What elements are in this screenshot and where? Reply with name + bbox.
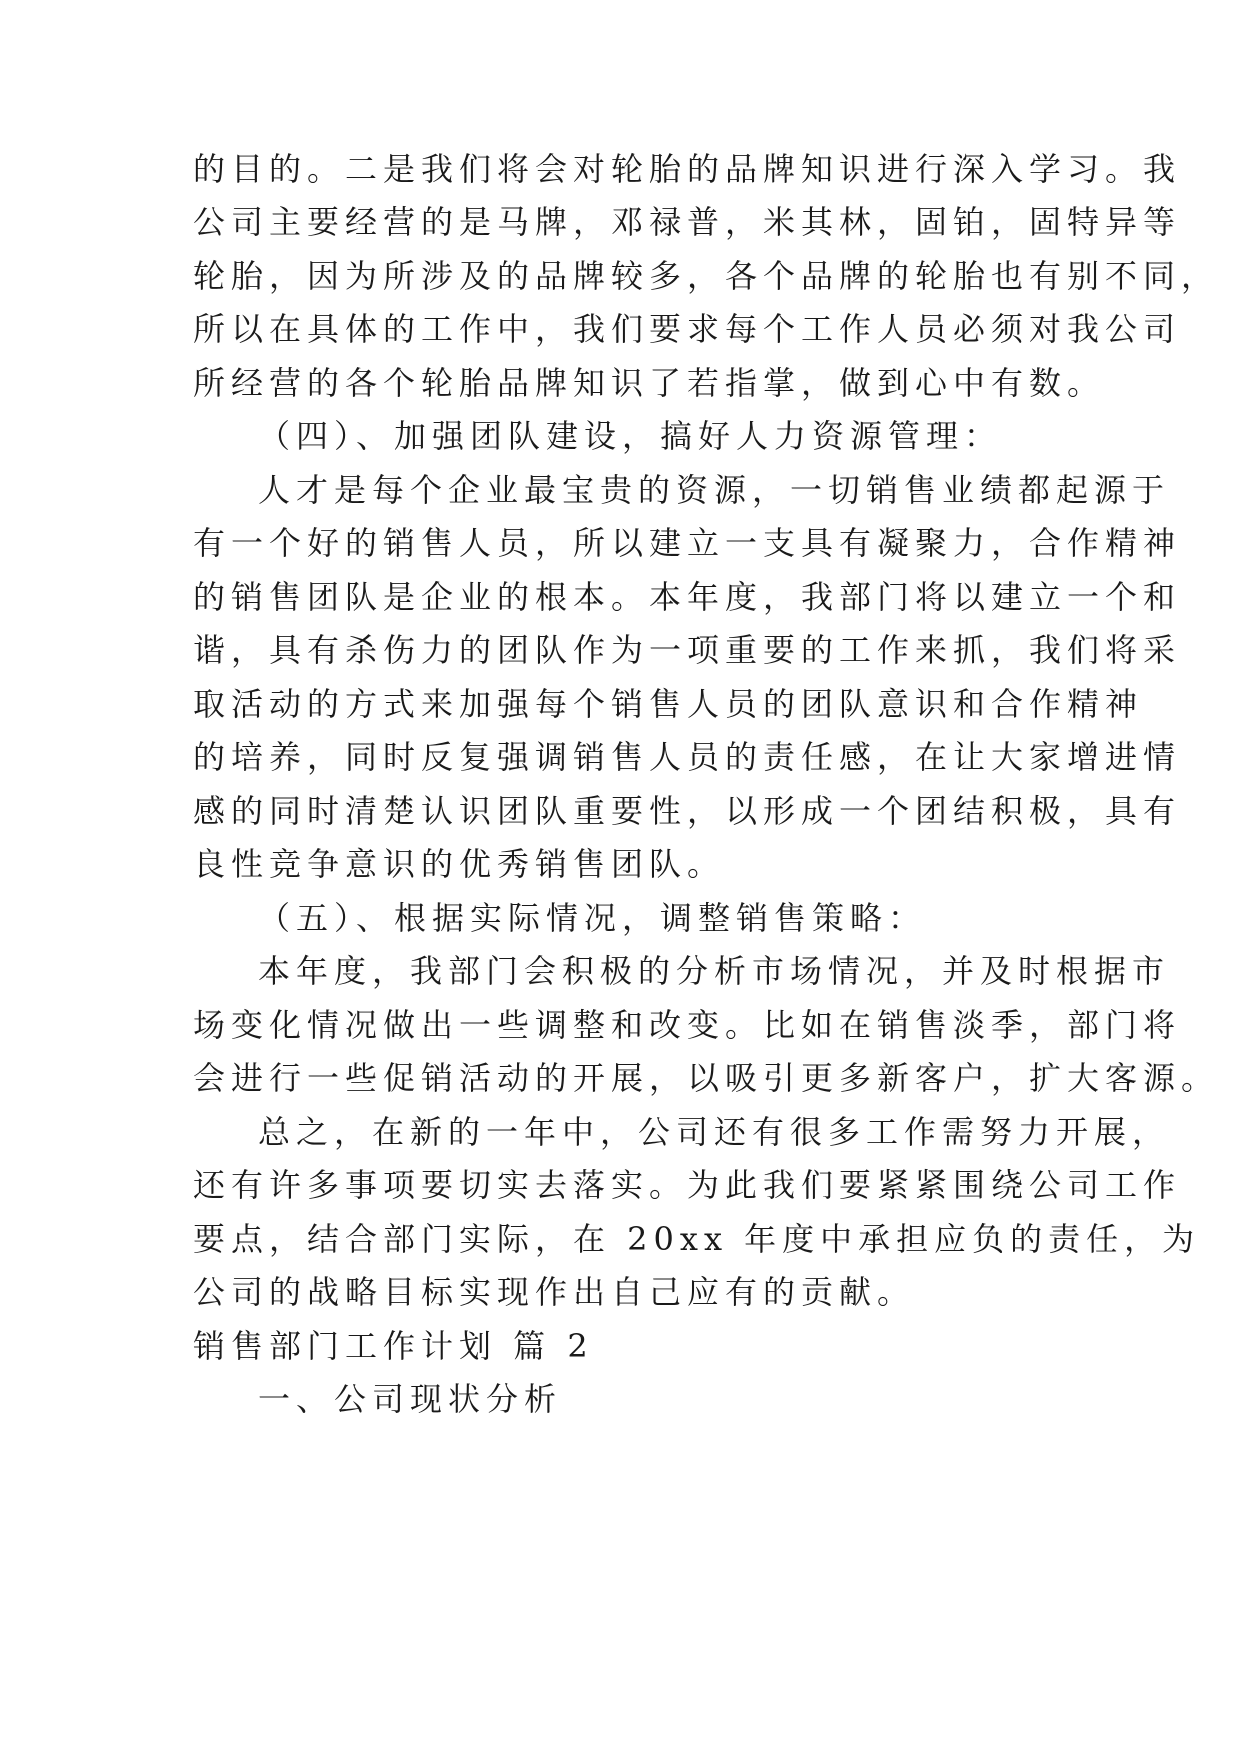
paragraph-line: 所经营的各个轮胎品牌知识了若指掌，做到心中有数。 <box>193 364 1106 402</box>
paragraph-line: 所以在具体的工作中，我们要求每个工作人员必须对我公司 <box>193 310 1182 348</box>
paragraph-line: 公司的战略目标实现作出自己应有的贡献。 <box>193 1273 916 1311</box>
paragraph-line: 良性竞争意识的优秀销售团队。 <box>193 845 726 883</box>
paragraph-line: 总之，在新的一年中，公司还有很多工作需努力开展， <box>258 1113 1171 1151</box>
paragraph-line: 的培养，同时反复强调销售人员的责任感，在让大家增进情 <box>193 738 1182 776</box>
paragraph-line: 还有许多事项要切实去落实。为此我们要紧紧围绕公司工作 <box>193 1166 1182 1204</box>
paragraph-line: 要点，结合部门实际，在 20xx 年度中承担应负的责任，为 <box>193 1220 1201 1258</box>
paragraph-line: 的销售团队是企业的根本。本年度，我部门将以建立一个和 <box>193 578 1182 616</box>
paragraph-line: 谐，具有杀伤力的团队作为一项重要的工作来抓，我们将采 <box>193 631 1182 669</box>
section-heading: （四）、加强团队建设，搞好人力资源管理： <box>258 417 1003 455</box>
paragraph-line: 本年度，我部门会积极的分析市场情况，并及时根据市 <box>258 952 1171 990</box>
paragraph-line: 取活动的方式来加强每个销售人员的团队意识和合作精神 <box>193 685 1144 723</box>
document-subtitle: 销售部门工作计划 篇 2 <box>193 1327 594 1365</box>
paragraph-line: 人才是每个企业最宝贵的资源，一切销售业绩都起源于 <box>258 471 1171 509</box>
paragraph-line: 有一个好的销售人员，所以建立一支具有凝聚力，合作精神 <box>193 524 1182 562</box>
paragraph-line: 场变化情况做出一些调整和改变。比如在销售淡季，部门将 <box>193 1006 1182 1044</box>
section-heading: 一、公司现状分析 <box>258 1380 563 1418</box>
paragraph-line: 公司主要经营的是马牌，邓禄普，米其林，固铂，固特异等 <box>193 203 1182 241</box>
section-heading: （五）、根据实际情况，调整销售策略： <box>258 899 927 937</box>
paragraph-line: 会进行一些促销活动的开展，以吸引更多新客户，扩大客源。 <box>193 1059 1220 1097</box>
paragraph-line: 轮胎，因为所涉及的品牌较多，各个品牌的轮胎也有别不同， <box>193 257 1220 295</box>
paragraph-line: 感的同时清楚认识团队重要性，以形成一个团结积极，具有 <box>193 792 1182 830</box>
paragraph-line: 的目的。二是我们将会对轮胎的品牌知识进行深入学习。我 <box>193 150 1182 188</box>
